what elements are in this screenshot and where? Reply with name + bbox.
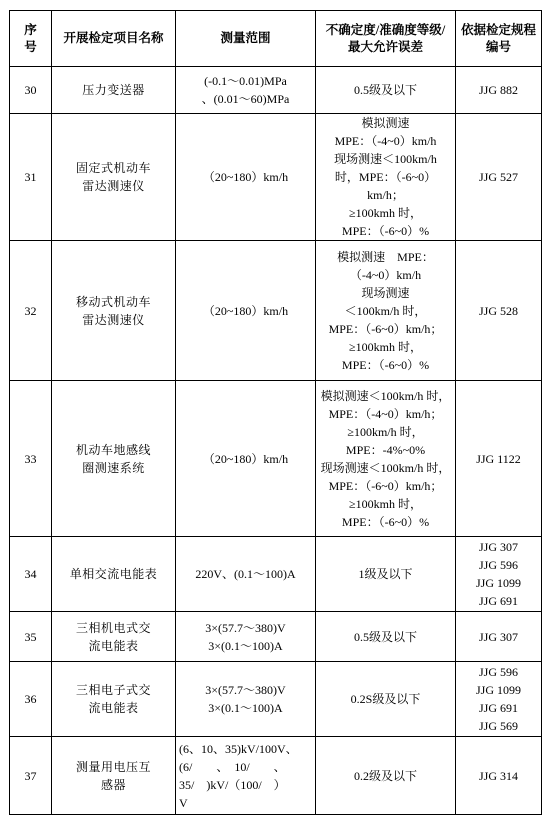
row-uncertainty: 0.2S级及以下 <box>316 662 456 737</box>
row-item-name: 固定式机动车 雷达测速仪 <box>52 114 176 241</box>
row-item-name: 测量用电压互 感器 <box>52 737 176 815</box>
row-range: 3×(57.7～380)V 3×(0.1～100)A <box>176 612 316 662</box>
row-item-name: 三相机电式交 流电能表 <box>52 612 176 662</box>
row-uncertainty: 0.2级及以下 <box>316 737 456 815</box>
row-code: JJG 882 <box>456 67 542 114</box>
row-uncertainty: 模拟测速＜100km/h 时， MPE：（-4~0）km/h； ≥100km/h 时， MPE：-4%~0% 现场测速＜100km/h 时， MPE：（-6~0）km/h； ≥100kmh 时， MPE：（-6~0）% <box>316 381 456 537</box>
table-row <box>10 737 542 815</box>
row-range: (6、10、35)kV/100V、 (6/ 、 10/ 、 35/ )kV/（100/ ） V <box>176 737 316 815</box>
row-range: 3×(57.7～380)V 3×(0.1～100)A <box>176 662 316 737</box>
header-item-name: 开展检定项目名称 <box>52 11 176 67</box>
row-range: （20~180）km/h <box>176 114 316 241</box>
table-row <box>10 537 542 612</box>
row-item-name: 三相电子式交 流电能表 <box>52 662 176 737</box>
row-seq: 30 <box>10 67 52 114</box>
header-seq: 序 号 <box>10 11 52 67</box>
row-uncertainty: 模拟测速 MPE：（-4~0）km/h 现场测速＜100km/h 时，MPE：（-6~0）km/h； ≥100kmh 时， MPE：（-6~0）% <box>316 114 456 241</box>
row-seq: 36 <box>10 662 52 737</box>
row-code: JJG 527 <box>456 114 542 241</box>
row-seq: 32 <box>10 241 52 381</box>
row-seq: 34 <box>10 537 52 612</box>
table-header-row <box>10 11 542 67</box>
row-uncertainty: 模拟测速 MPE： （-4~0）km/h 现场测速 ＜100km/h 时， MPE：（-6~0）km/h； ≥100kmh 时， MPE：（-6~0）% <box>316 241 456 381</box>
table-row <box>10 381 542 537</box>
table-row <box>10 114 542 241</box>
row-code: JJG 1122 <box>456 381 542 537</box>
calibration-table <box>9 10 542 815</box>
row-item-name: 移动式机动车 雷达测速仪 <box>52 241 176 381</box>
row-code: JJG 307 JJG 596 JJG 1099 JJG 691 <box>456 537 542 612</box>
row-item-name: 单相交流电能表 <box>52 537 176 612</box>
table-row <box>10 612 542 662</box>
row-range: (-0.1～0.01)MPa 、(0.01～60)MPa <box>176 67 316 114</box>
row-uncertainty: 0.5级及以下 <box>316 612 456 662</box>
row-seq: 31 <box>10 114 52 241</box>
row-seq: 33 <box>10 381 52 537</box>
table-row <box>10 662 542 737</box>
row-code: JJG 596 JJG 1099 JJG 691 JJG 569 <box>456 662 542 737</box>
header-uncertainty: 不确定度/准确度等级/ 最大允许误差 <box>316 11 456 67</box>
row-code: JJG 314 <box>456 737 542 815</box>
row-item-name: 机动车地感线 圈测速系统 <box>52 381 176 537</box>
row-code: JJG 528 <box>456 241 542 381</box>
row-seq: 37 <box>10 737 52 815</box>
row-seq: 35 <box>10 612 52 662</box>
row-uncertainty: 1级及以下 <box>316 537 456 612</box>
header-code: 依据检定规程 编号 <box>456 11 542 67</box>
row-uncertainty: 0.5级及以下 <box>316 67 456 114</box>
row-item-name: 压力变送器 <box>52 67 176 114</box>
header-range: 测量范围 <box>176 11 316 67</box>
row-range: （20~180）km/h <box>176 381 316 537</box>
table-row <box>10 67 542 114</box>
table-row <box>10 241 542 381</box>
row-range: （20~180）km/h <box>176 241 316 381</box>
row-code: JJG 307 <box>456 612 542 662</box>
row-range: 220V、(0.1～100)A <box>176 537 316 612</box>
